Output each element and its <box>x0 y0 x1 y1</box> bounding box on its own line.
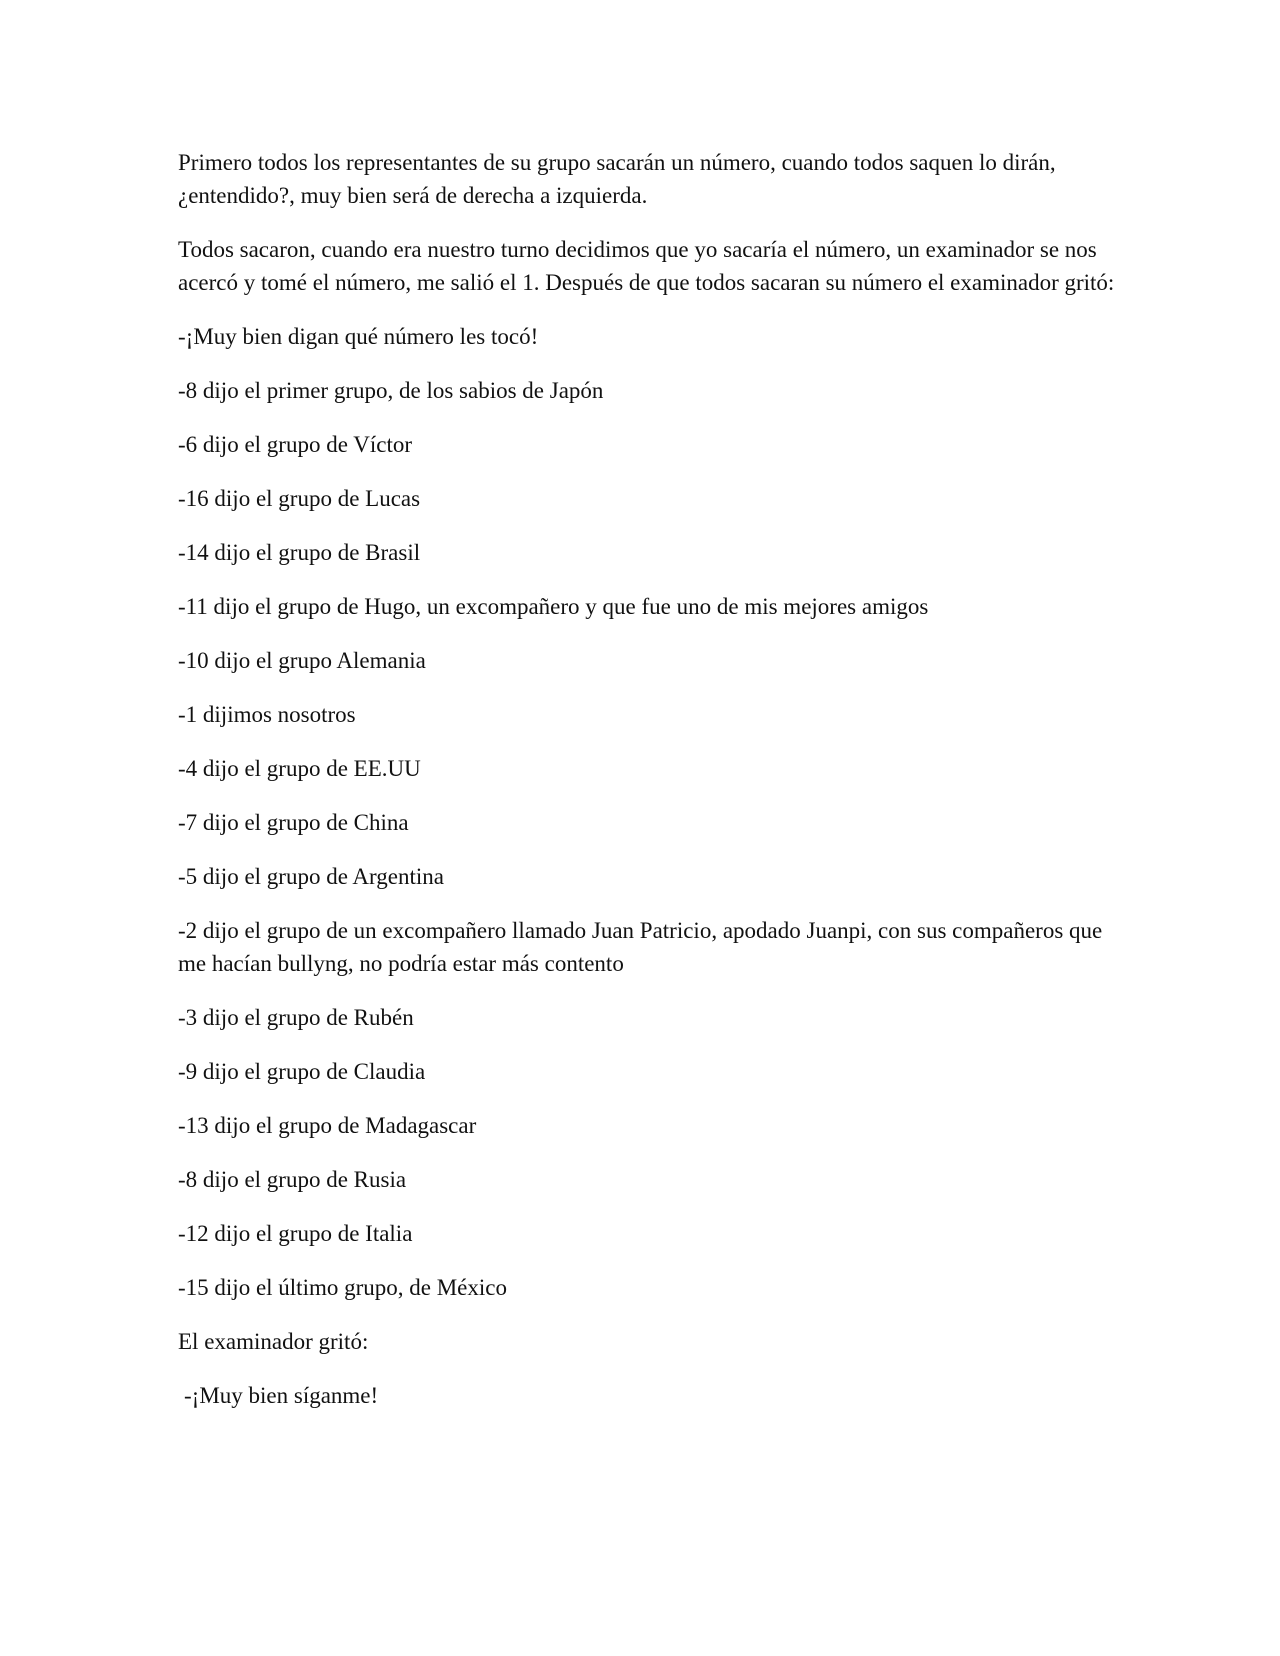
dialogue-line: -7 dijo el grupo de China <box>178 810 409 835</box>
dialogue-line: -4 dijo el grupo de EE.UU <box>178 756 421 781</box>
dialogue-line: -15 dijo el último grupo, de México <box>178 1275 507 1300</box>
document-body <box>178 146 1118 1433</box>
dialogue-line: -1 dijimos nosotros <box>178 702 356 727</box>
dialogue-line: -13 dijo el grupo de Madagascar <box>178 1113 477 1138</box>
dialogue-line: -12 dijo el grupo de Italia <box>178 1221 413 1246</box>
dialogue-line: -9 dijo el grupo de Claudia <box>178 1059 426 1084</box>
paragraph-draw: Todos sacaron, cuando era nuestro turno decidimos que yo sacaría el número, un examinador se nos acercó y tomé el número, me salió el 1. Después de que todos sacaran su número el examinador gritó: <box>178 237 1115 295</box>
narration-line: El examinador gritó: <box>178 1329 369 1354</box>
dialogue-line: -3 dijo el grupo de Rubén <box>178 1005 414 1030</box>
dialogue-line: -10 dijo el grupo Alemania <box>178 648 426 673</box>
dialogue-line: -¡Muy bien síganme! <box>184 1383 379 1408</box>
dialogue-line: -11 dijo el grupo de Hugo, un excompañero y que fue uno de mis mejores amigos <box>178 594 929 619</box>
dialogue-line: -8 dijo el grupo de Rusia <box>178 1167 407 1192</box>
paragraph-intro: Primero todos los representantes de su grupo sacarán un número, cuando todos saquen lo dirán, ¿entendido?, muy bien será de derecha a izquierda. <box>178 150 1056 208</box>
dialogue-line: -¡Muy bien digan qué número les tocó! <box>178 324 539 349</box>
dialogue-line: -6 dijo el grupo de Víctor <box>178 432 412 457</box>
dialogue-line: -2 dijo el grupo de un excompañero llamado Juan Patricio, apodado Juanpi, con sus compañeros que me hacían bullyng, no podría estar más contento <box>178 918 1103 976</box>
dialogue-line: -5 dijo el grupo de Argentina <box>178 864 444 889</box>
dialogue-line: -8 dijo el primer grupo, de los sabios de Japón <box>178 378 604 403</box>
dialogue-line: -16 dijo el grupo de Lucas <box>178 486 421 511</box>
dialogue-line: -14 dijo el grupo de Brasil <box>178 540 421 565</box>
